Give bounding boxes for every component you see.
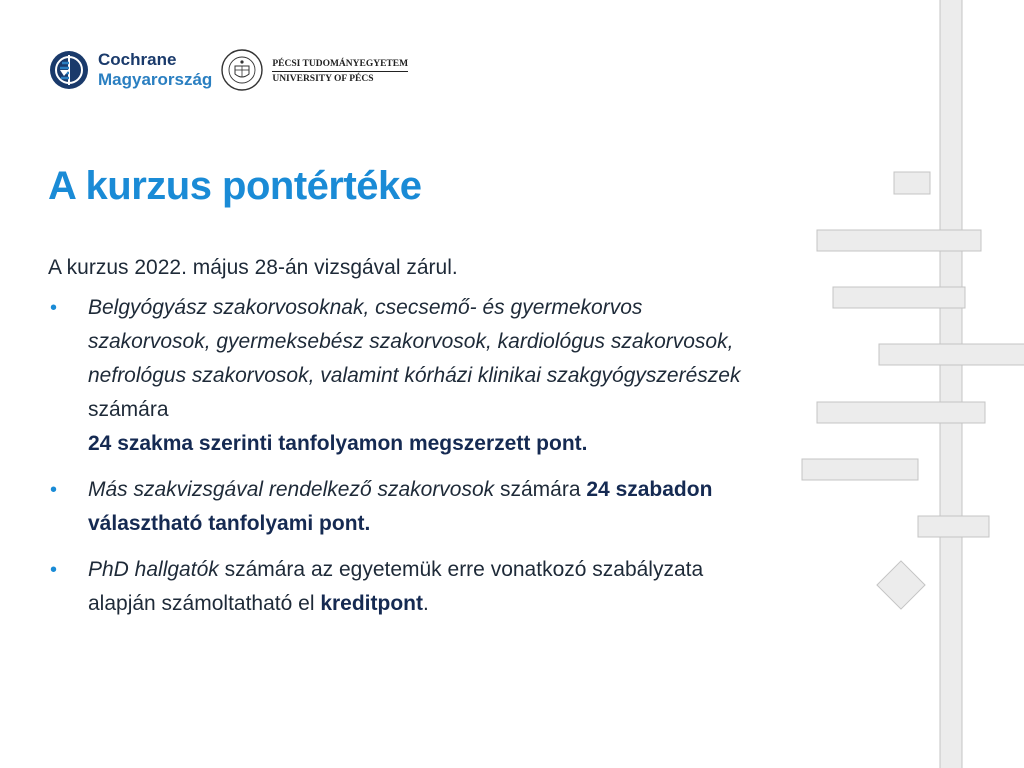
- cochrane-wordmark: [98, 50, 212, 90]
- intro-text: A kurzus 2022. május 28-án vizsgával zárul.: [48, 256, 458, 279]
- deco-vertical-stripe: [940, 0, 962, 768]
- cochrane-country: Magyarország: [98, 70, 213, 89]
- deco-bar: [879, 344, 1024, 365]
- bullet-item: [48, 291, 748, 461]
- bullet-marker: •: [50, 297, 58, 319]
- bullet-marker: •: [50, 479, 58, 501]
- cochrane-logo-icon: [48, 49, 90, 91]
- bullet-regular: számára az egyetemük erre vonatkozó szabályzata alapján számoltatható el: [88, 558, 704, 615]
- university-name-hu: PÉCSI TUDOMÁNYEGYETEM: [272, 58, 408, 72]
- deco-diamond: [877, 561, 925, 609]
- deco-bar: [918, 516, 989, 537]
- university-wordmark: [272, 56, 408, 85]
- deco-bar: [802, 459, 918, 480]
- bullet-italic: PhD hallgatók: [88, 558, 219, 581]
- bullet-bold: kreditpont: [320, 592, 423, 615]
- bullet-item: [48, 473, 748, 541]
- bullet-regular: számára: [494, 478, 587, 501]
- deco-bar: [817, 230, 981, 251]
- deco-bar: [894, 172, 930, 194]
- slide-body: [48, 251, 748, 633]
- university-name-en: UNIVERSITY OF PÉCS: [272, 73, 374, 84]
- university-seal-icon: [220, 48, 264, 92]
- bullet-bold: 24 szabadon választható tanfolyami pont.: [88, 478, 713, 535]
- deco-bar: [833, 287, 965, 308]
- bullet-bold: 24 szakma szerinti tanfolyamon megszerzett pont.: [88, 432, 588, 455]
- bullet-marker: •: [50, 559, 58, 581]
- deco-bar: [817, 402, 985, 423]
- bullet-item: [48, 553, 748, 621]
- bullet-list: [48, 291, 748, 621]
- slide-header: [48, 44, 408, 96]
- bullet-italic: Belgyógyász szakorvosoknak, csecsemő- és gyermekorvos szakorvosok, gyermeksebész szakorvosok, kardiológus szakorvosok, nefrológus szakorvosok, valamint kórházi klinikai szakgyógyszerészek: [88, 296, 741, 387]
- slide-title: A kurzus pontértéke: [48, 164, 422, 208]
- bullet-regular: számára: [88, 398, 169, 421]
- bullet-italic: Más szakvizsgával rendelkező szakorvosok: [88, 478, 495, 501]
- cochrane-name: Cochrane: [98, 50, 177, 69]
- bullet-tail: .: [422, 592, 429, 615]
